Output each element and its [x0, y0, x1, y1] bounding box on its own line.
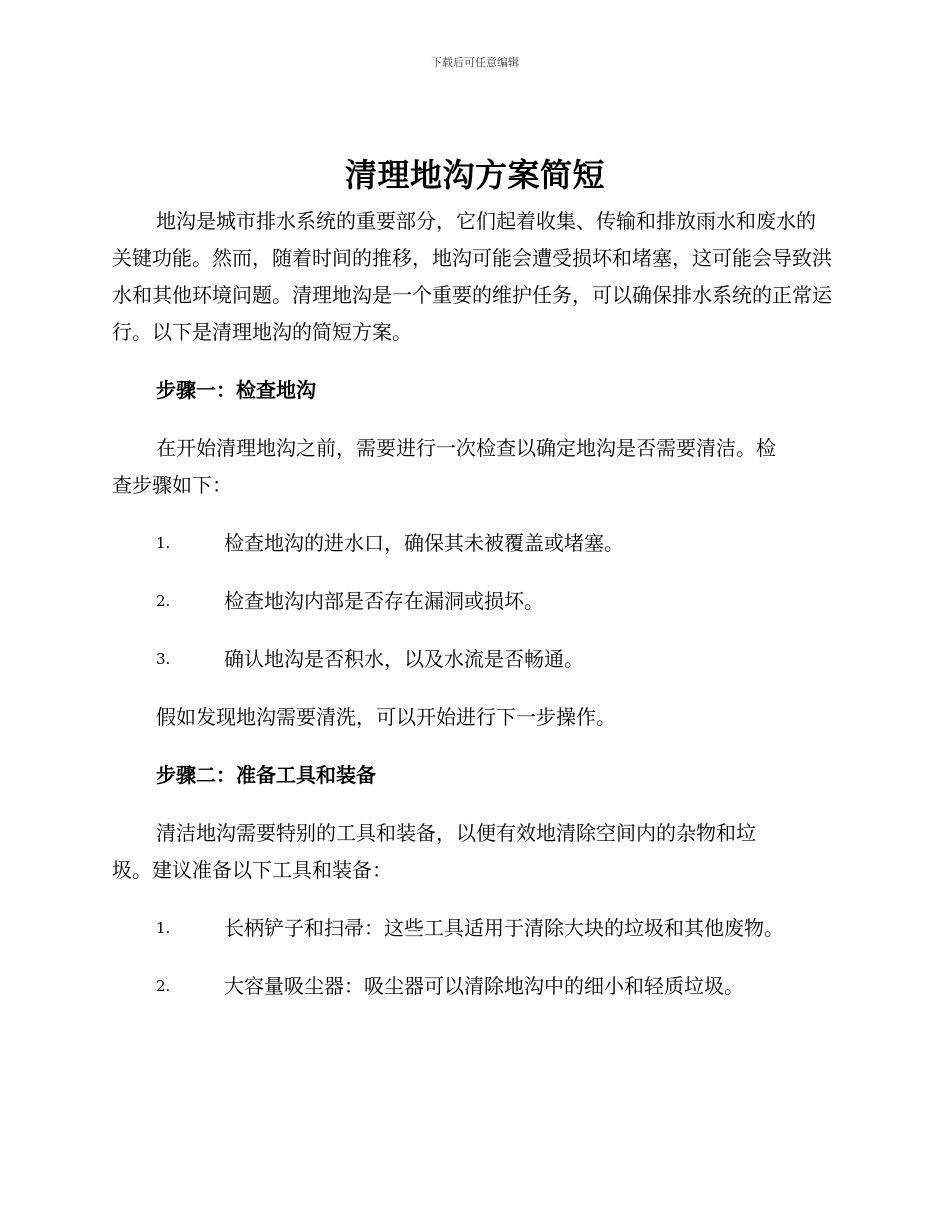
list-number: 2.: [156, 592, 171, 610]
step2-text-line1: 清洁地沟需要特别的工具和装备，以便有效地清除空间内的杂物和垃: [156, 821, 756, 845]
list-item: [112, 968, 832, 1005]
step1-text-line2: 查步骤如下：: [112, 473, 232, 497]
list-item: [112, 583, 832, 620]
step1-text-line1: 在开始清理地沟之前，需要进行一次检查以确定地沟是否需要清洁。检: [156, 436, 776, 460]
list-number: 3.: [156, 650, 171, 668]
document-body: [112, 203, 832, 1005]
list-item: [112, 641, 832, 678]
list-text: 大容量吸尘器：吸尘器可以清除地沟中的细小和轻质垃圾。: [224, 974, 744, 998]
list-item: [112, 525, 832, 562]
step2-text-line2: 圾。建议准备以下工具和装备：: [112, 858, 392, 882]
list-text: 长柄铲子和扫帚：这些工具适用于清除大块的垃圾和其他废物。: [224, 916, 784, 940]
step1-conclusion: 假如发现地沟需要清洗，可以开始进行下一步操作。: [156, 705, 616, 729]
list-item: [112, 910, 832, 947]
list-text: 确认地沟是否积水，以及水流是否畅通。: [224, 647, 584, 671]
intro-paragraph: 地沟是城市排水系统的重要部分，它们起着收集、传输和排放雨水和废水的关键功能。然而，随着时间的推移，地沟可能会遭受损坏和堵塞，这可能会导致洪水和其他环境问题。清理地沟是一个重要的维护任务，可以确保排水系统的正常运行。以下是清理地沟的简短方案。: [112, 209, 832, 344]
list-text: 检查地沟内部是否存在漏洞或损坏。: [224, 589, 544, 613]
list-number: 2.: [156, 977, 171, 995]
step1-heading: 步骤一：检查地沟: [156, 378, 316, 402]
step2-heading: 步骤二：准备工具和装备: [156, 763, 376, 787]
page-header: 下载后可任意编辑: [431, 56, 519, 69]
list-text: 检查地沟的进水口，确保其未被覆盖或堵塞。: [224, 531, 624, 555]
document-title: 清理地沟方案简短: [344, 156, 605, 194]
list-number: 1.: [156, 919, 171, 937]
list-number: 1.: [156, 534, 171, 552]
